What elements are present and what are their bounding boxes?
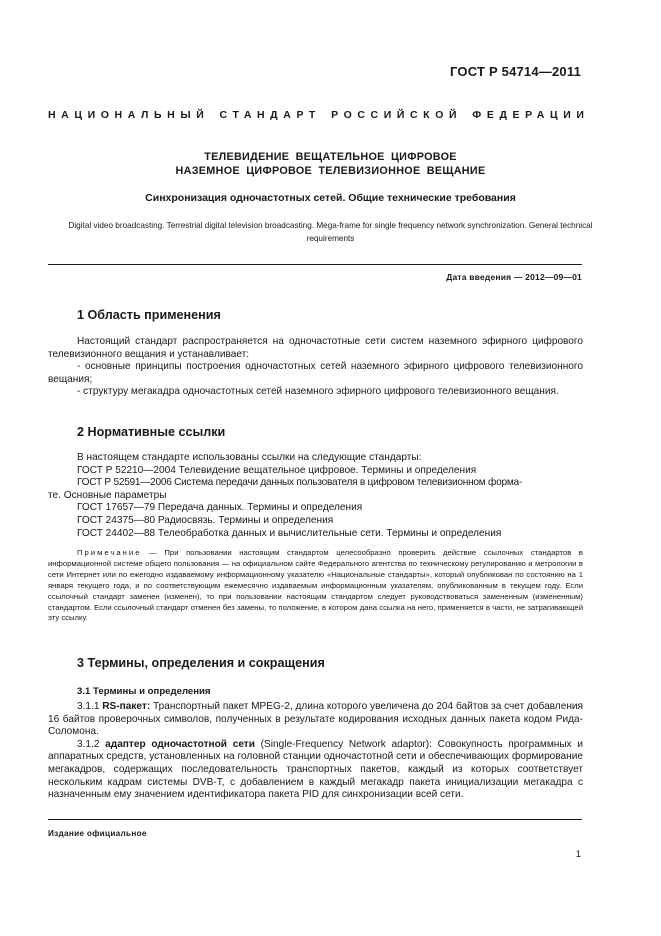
reference-item-continuation: те. Основные параметры [48, 489, 167, 501]
paragraph: - основные принципы построения одночастотных сетей наземного эфирного цифрового телевизионного вещания; [48, 361, 583, 385]
section-1-heading: 1 Область применения [77, 308, 221, 322]
footer-divider [48, 819, 582, 820]
term-number: 3.1.2 [77, 738, 100, 750]
document-id: ГОСТ Р 54714—2011 [450, 64, 581, 79]
paragraph: Настоящий стандарт распространяется на одночастотные сети систем наземного эфирного цифрового телевизионного вещания и устанавливает: [48, 336, 583, 360]
page-number: 1 [575, 849, 581, 860]
reference-item: ГОСТ 17657—79 Передача данных. Термины и определения [77, 502, 363, 514]
note-label: Примечание [77, 548, 142, 557]
title-line-2: НАЗЕМНОЕ ЦИФРОВОЕ ТЕЛЕВИЗИОННОЕ ВЕЩАНИЕ [175, 165, 486, 177]
reference-item: ГОСТ Р 52591—2006 Система передачи данных пользователя в цифровом телевизионном форма- [77, 477, 522, 489]
reference-item: ГОСТ 24402—88 Телеобработка данных и вычислительные сети. Термины и определения [77, 527, 502, 539]
banner-word: НАЦИОНАЛЬНЫЙ [48, 109, 210, 121]
official-edition-label: Издание официальное [48, 829, 147, 838]
banner-word: СТАНДАРТ [219, 109, 321, 121]
introduction-date: Дата введения — 2012—09—01 [446, 272, 582, 282]
section-3-body [48, 701, 583, 802]
references-intro: В настоящем стандарте использованы ссылки на следующие стандарты: [77, 452, 422, 463]
reference-item: ГОСТ Р 52210—2004 Телевидение вещательное цифровое. Термины и определения [77, 464, 477, 476]
section-3-heading: 3 Термины, определения и сокращения [77, 656, 325, 670]
note-text: — При пользовании настоящим стандартом целесообразно проверить действие ссылочных стандартов в информационной системе общего пользования — на официальном сайте Федерального агентства по техническому регулированию и метрологии в сети Интернет или по ежегодно издаваемому информационному указателю «Национальные стандарты», который опубликован по состоянию на 1 января текущего года, и по соответствующим ежемесячно издаваемым информационным указателям, опубликованным в текущем году. Если ссылочный стандарт заменен (изменен), то при пользовании настоящим стандартом следует руководствоваться замененным (измененным) стандартом. Если ссылочный стандарт отменен без замены, то положение, в котором дана ссылка на него, применяется в части, не затрагивающей эту ссылку. [48, 548, 583, 623]
subsection-3-1-heading: 3.1 Термины и определения [77, 686, 211, 697]
section-1-body [48, 336, 583, 399]
national-standard-banner [48, 109, 590, 121]
paragraph: - структуру мегакадра одночастотных сетей наземного эфирного цифрового телевизионного вещания. [77, 386, 559, 398]
term-text: Транспортный пакет MPEG-2, длина которого увеличена до 204 байтов за счет добавления 16 байтов проверочных символов, полученных в результате кодирования исходных данных пакета кодом Рида-Соломона. [48, 701, 583, 738]
term-definition [48, 701, 583, 739]
banner-word: РОССИЙСКОЙ [331, 109, 463, 121]
subtitle: Синхронизация одночастотных сетей. Общие технические требования [145, 192, 516, 204]
term-text: (Single-Frequency Network adaptor): Совокупность программных и аппаратных средств, установленных на головной станции одночастотной сети и обеспечивающих формирование мегакадров, содержащих последовательность транспортных пакетов, каждый из которых соответствует нескольким кадрам системы DVB-T, с добавлением в каждый мегакадр пакета инициализации мегакадра с назначенным ему значением идентификатора пакета PID для синхронизации всей сети. [48, 738, 583, 801]
note [48, 548, 583, 624]
banner-word: ФЕДЕРАЦИИ [472, 109, 590, 121]
section-2-heading: 2 Нормативные ссылки [77, 425, 226, 439]
references-list [48, 452, 583, 540]
term-name: RS-пакет: [102, 701, 151, 712]
title-line-1: ТЕЛЕВИДЕНИЕ ВЕЩАТЕЛЬНОЕ ЦИФРОВОЕ [204, 151, 457, 163]
reference-item: ГОСТ 24375—80 Радиосвязь. Термины и определения [77, 514, 334, 526]
english-title: Digital video broadcasting. Terrestrial digital television broadcasting. Mega-frame for single frequency network synchronization. General technical requirements [68, 221, 593, 243]
term-definition [48, 739, 583, 802]
term-name: адаптер одночастотной сети [105, 738, 255, 750]
term-number: 3.1.1 [77, 701, 100, 712]
title-divider [48, 264, 582, 265]
